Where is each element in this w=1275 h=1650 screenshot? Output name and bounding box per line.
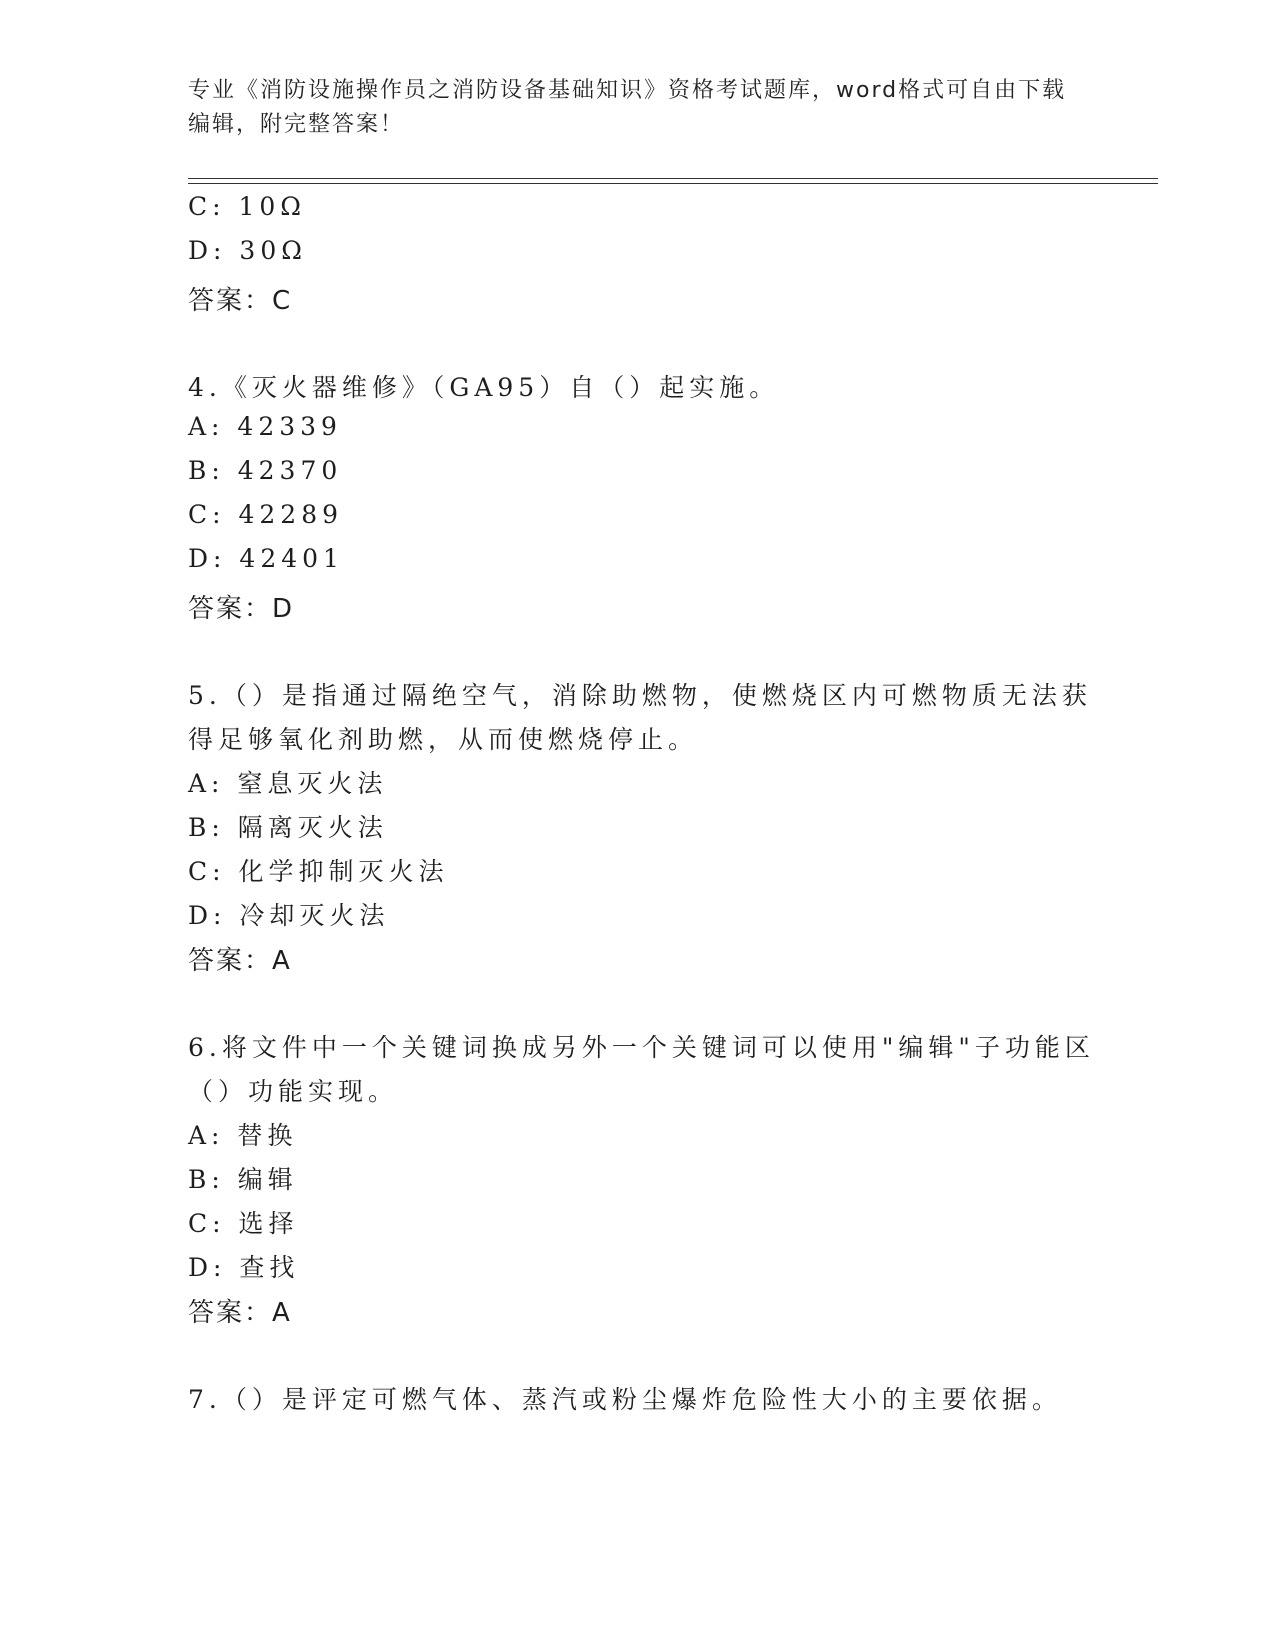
option-line: D: 查找 — [188, 1253, 300, 1282]
header-divider — [188, 178, 1158, 179]
answer-line: 答案：C — [188, 286, 293, 316]
option-line: B: 编辑 — [188, 1165, 298, 1194]
option-line: C: 42289 — [188, 500, 344, 529]
option-line: A: 窒息灭火法 — [188, 769, 388, 798]
document-header: 专业《消防设施操作员之消防设备基础知识》资格考试题库，word格式可自由下载编辑，附完整答案！ — [188, 78, 1067, 137]
header-divider-double — [188, 183, 1158, 184]
option-line: C: 化学抑制灭火法 — [188, 857, 449, 886]
question-stem: 6.将文件中一个关键词换成另外一个关键词可以使用"编辑"子功能区 — [188, 1033, 1095, 1062]
question-stem-continued: （）功能实现。 — [188, 1077, 399, 1106]
question-stem: 7.（）是评定可燃气体、蒸汽或粉尘爆炸危险性大小的主要依据。 — [188, 1385, 1062, 1414]
option-line: C: 10Ω — [188, 192, 307, 221]
option-line: D: 30Ω — [188, 236, 307, 265]
answer-line: 答案：D — [188, 594, 295, 624]
option-line: B: 隔离灭火法 — [188, 813, 388, 842]
option-line: A: 42339 — [188, 412, 342, 441]
question-stem: 4.《灭火器维修》（GA95）自（）起实施。 — [188, 373, 780, 402]
option-line: A: 替换 — [188, 1121, 298, 1150]
answer-line: 答案：A — [188, 1298, 292, 1328]
option-line: D: 42401 — [188, 544, 344, 573]
answer-line: 答案：A — [188, 946, 292, 976]
question-stem: 5.（）是指通过隔绝空气，消除助燃物，使燃烧区内可燃物质无法获 — [188, 681, 1092, 710]
question-stem-continued: 得足够氧化剂助燃，从而使燃烧停止。 — [188, 725, 699, 754]
option-line: D: 冷却灭火法 — [188, 901, 390, 930]
option-line: B: 42370 — [188, 456, 343, 485]
option-line: C: 选择 — [188, 1209, 299, 1238]
